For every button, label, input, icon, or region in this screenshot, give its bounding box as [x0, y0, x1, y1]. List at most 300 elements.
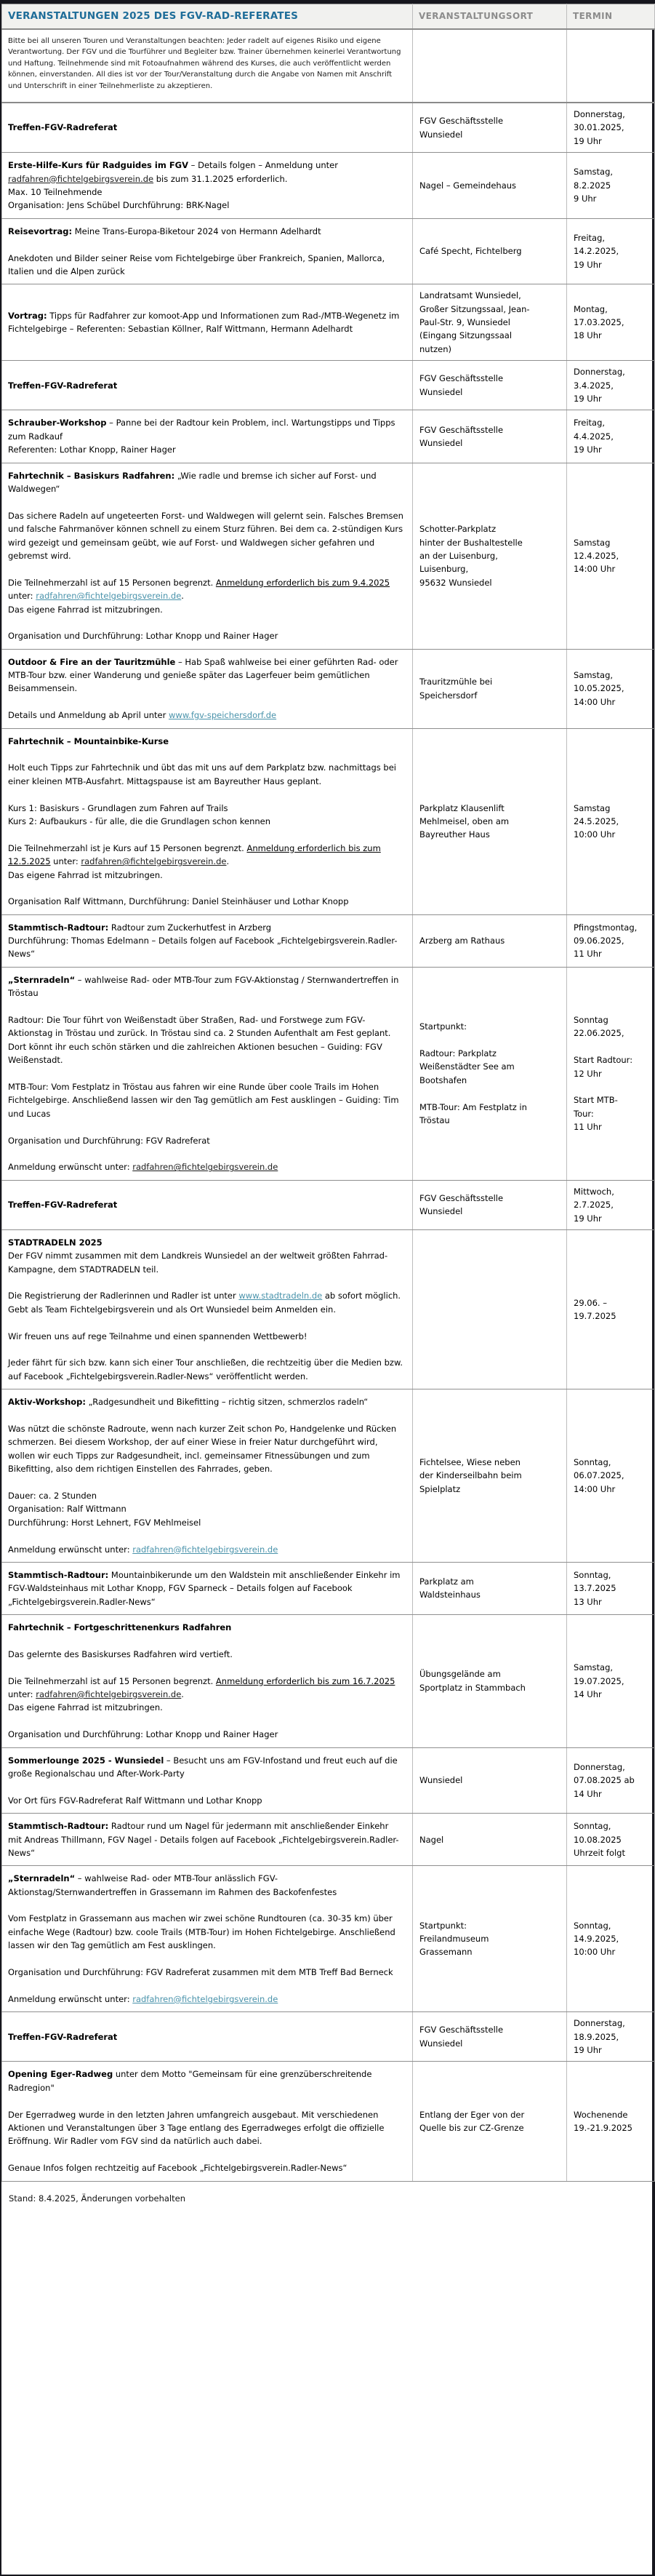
cell-line: 2.7.2025,	[574, 1200, 614, 1211]
text-run: bis zum 31.1.2025 erforderlich.	[153, 173, 288, 184]
text-run: Radtour: Die Tour führt von Weißenstadt über Straßen, Rad- und Forstwege zum FGV-Aktionstag in Tröstau und zurück. In Tröstau sind ca. 2 Stunden Aufenthalt am Fest geplant. Dort könnt ihr euch schön stärken und die zahlreichen Aktionen besuchen – Guiding: FGV Weißenstadt.	[8, 1015, 391, 1066]
event-description-cell	[2, 1814, 413, 1866]
paragraph	[8, 1120, 403, 1133]
paragraph	[8, 735, 403, 748]
paragraph	[8, 1236, 403, 1249]
event-title-text: Aktiv-Workshop:	[8, 1397, 86, 1408]
paragraph	[8, 761, 403, 788]
text-run: Durchführung: Thomas Edelmann – Details folgen auf Facebook „Fichtelgebirgsverein.Radler-News“	[8, 936, 398, 960]
cell-line: 19 Uhr	[574, 444, 602, 455]
text-run: Organisation und Durchführung: FGV Radreferat	[8, 1135, 210, 1146]
event-location-cell	[413, 1562, 567, 1614]
paragraph	[8, 1701, 403, 1714]
text-run: Organisation und Durchführung: Lothar Knopp und Rainer Hager	[8, 631, 278, 642]
event-description-cell	[2, 1562, 413, 1614]
cell-line: 06.07.2025,	[574, 1470, 624, 1481]
text-run: unter:	[8, 1689, 36, 1700]
paragraph	[8, 603, 403, 616]
notice-row	[2, 29, 655, 103]
event-description-cell	[2, 410, 413, 463]
event-title-text: Erste-Hilfe-Kurs für Radguides im FGV	[8, 160, 189, 171]
cell-line: Tour:	[574, 1108, 594, 1119]
cell-line: Schotter-Parkplatz	[419, 524, 497, 535]
cell-line: 14:00 Uhr	[574, 696, 616, 707]
cell-line: 95632 Wunsiedel	[419, 577, 492, 588]
event-location-cell	[413, 1389, 567, 1563]
paragraph	[8, 1013, 403, 1067]
paragraph	[8, 709, 403, 722]
cell-line: Pfingstmontag,	[574, 922, 638, 933]
paragraph	[8, 895, 403, 908]
text-run: Organisation: Ralf Wittmann	[8, 1504, 126, 1515]
cell-line: (Eingang Sitzungssaal	[419, 330, 513, 341]
event-title-text: Treffen-FGV-Radreferat	[8, 122, 118, 133]
paragraph	[8, 815, 403, 828]
cell-line: Samstag	[574, 802, 611, 813]
text-run: Durchführung: Horst Lehnert, FGV Mehlmeisel	[8, 1517, 201, 1528]
cell-line: Wunsiedel	[419, 386, 463, 397]
text-run: Der FGV nimmt zusammen mit dem Landkreis Wunsiedel an der weltweit größten Fahrrad-Kampagne, dem STADTRADELN teil.	[8, 1251, 388, 1275]
paragraph	[8, 1422, 403, 1476]
email-link[interactable]: radfahren@fichtelgebirgsverein.de	[132, 1162, 278, 1173]
cell-line: Übungsgelände am	[419, 1669, 501, 1680]
text-run: Holt euch Tipps zur Fahrtechnik und übt das mit uns auf dem Parkplatz bzw. nachmittags bei einer kleinen MTB-Ausfahrt. Mittagspause ist am Bayreuther Haus geplant.	[8, 762, 396, 786]
paragraph	[8, 1289, 403, 1316]
event-row	[2, 1389, 655, 1563]
paragraph	[8, 416, 403, 443]
cell-line: Startpunkt:	[419, 1021, 467, 1032]
event-location-cell	[413, 1180, 567, 1229]
paragraph	[8, 934, 403, 961]
paragraph	[8, 576, 403, 603]
event-title-text: „Sternradeln“	[8, 1873, 76, 1884]
text-run: Radtour rund um Nagel für jedermann mit anschließender Einkehr mit Andreas Thillmann, FGV Nagel - Details folgen auf Facebook „Fichtelgebirgsverein.Radler-News“	[8, 1821, 399, 1858]
event-description-cell	[2, 1389, 413, 1563]
event-location-cell	[413, 361, 567, 410]
event-row	[2, 1562, 655, 1614]
text-run: „Radgesundheit und Bikefitting – richtig sitzen, schmerzlos radeln“	[86, 1397, 369, 1408]
cell-line: 10.05.2025,	[574, 683, 624, 694]
cell-line: Freitag,	[574, 232, 606, 243]
event-location-cell	[413, 1229, 567, 1389]
event-row	[2, 218, 655, 284]
event-location-cell	[413, 2062, 567, 2181]
events-tbody	[2, 29, 655, 2182]
text-run: Die Teilnehmerzahl ist auf 15 Personen begrenzt.	[8, 577, 216, 588]
text-run: Das sichere Radeln auf ungeteerten Forst- und Waldwegen will gelernt sein. Falsches Bremsen und falsche Fahrmanöver können schnell zu einem Sturz führen. Bei dem ca. 2-stündigen Kurs wird gezeigt und gemeinsam geübt, wie auf Forst- und Waldwegen sicher gefahren und gebremst wird.	[8, 510, 403, 561]
cell-line: 11 Uhr	[574, 1122, 602, 1133]
cell-line: 19.-21.9.2025	[574, 2122, 632, 2133]
event-termin-cell	[567, 284, 655, 361]
text-run: Meine Trans-Europa-Biketour 2024 von Hermann Adelhardt	[72, 226, 321, 236]
event-row	[2, 2012, 655, 2062]
paragraph	[8, 1661, 403, 1674]
cell-line: Speichersdorf	[419, 690, 478, 701]
cell-line	[419, 1087, 562, 1100]
event-title-text: Sommerlounge 2025 - Wunsiedel	[8, 1755, 164, 1766]
event-description-cell	[2, 1615, 413, 1748]
email-link[interactable]: radfahren@fichtelgebirgsverein.de	[36, 1689, 182, 1700]
cell-line: Parkplatz am	[419, 1576, 474, 1587]
cell-line: 19 Uhr	[574, 135, 602, 146]
event-location-cell	[413, 1814, 567, 1866]
event-row	[2, 1615, 655, 1748]
paragraph	[8, 199, 403, 212]
text-run: Anmeldung erwünscht unter:	[8, 1993, 133, 2004]
cell-line	[574, 1040, 650, 1053]
event-termin-cell	[567, 1814, 655, 1866]
event-row	[2, 728, 655, 914]
paragraph	[8, 1356, 403, 1383]
paragraph	[8, 973, 403, 1000]
event-row	[2, 284, 655, 361]
cell-line: Spielplatz	[419, 1483, 461, 1494]
event-title-text: Treffen-FGV-Radreferat	[8, 2031, 118, 2042]
cell-line: Nagel	[419, 1834, 444, 1845]
paragraph	[8, 629, 403, 642]
cell-line: 10:00 Uhr	[574, 829, 616, 840]
event-row	[2, 1180, 655, 1229]
paragraph	[8, 379, 403, 392]
event-description-cell	[2, 103, 413, 153]
text-run: – Details folgen – Anmeldung unter	[188, 160, 338, 171]
event-location-cell	[413, 967, 567, 1180]
paragraph	[8, 1198, 403, 1211]
cell-line: 12.4.2025,	[574, 550, 619, 561]
event-row	[2, 153, 655, 219]
event-termin-cell	[567, 218, 655, 284]
text-run: – Hab Spaß wahlweise bei einer geführten Rad- oder MTB-Tour bzw. einer Wanderung und genieße später das Lagerfeuer beim gemütlichen Beisammensein.	[8, 656, 398, 694]
cell-line: Café Specht, Fichtelberg	[419, 246, 522, 257]
paragraph	[8, 1343, 403, 1356]
cell-line: 29.06. –	[574, 1297, 607, 1308]
url-link[interactable]: www.fgv-speichersdorf.de	[169, 710, 277, 721]
paragraph	[8, 225, 403, 238]
url-link[interactable]: www.stadtradeln.de	[238, 1291, 323, 1301]
cell-line: Waldsteinhaus	[419, 1590, 481, 1600]
table-header	[2, 4, 655, 29]
cell-line: 09.06.2025,	[574, 936, 624, 946]
event-description-cell	[2, 1747, 413, 1814]
paragraph	[8, 1489, 403, 1502]
text-run: Dauer: ca. 2 Stunden	[8, 1490, 97, 1501]
text-run: Anmeldung erforderlich bis zum 9.4.2025	[215, 577, 390, 588]
cell-line: Mehlmeisel, oben am	[419, 816, 510, 826]
event-description-cell	[2, 967, 413, 1180]
cell-line: hinter der Bushaltestelle	[419, 537, 523, 548]
text-run: Die Registrierung der Radlerinnen und Radler ist unter	[8, 1291, 239, 1301]
paragraph	[8, 842, 403, 869]
event-row	[2, 463, 655, 649]
cell-line: an der Luisenburg,	[419, 550, 498, 561]
text-run: .	[226, 856, 230, 867]
cell-line: Weißenstädter See am	[419, 1061, 515, 1072]
cell-line: FGV Geschäftsstelle	[419, 2025, 504, 2035]
paragraph	[8, 695, 403, 709]
event-location-cell	[413, 284, 567, 361]
event-row	[2, 967, 655, 1180]
event-location-cell	[413, 649, 567, 728]
cell-line: Tröstau	[419, 1114, 450, 1125]
paragraph	[8, 655, 403, 695]
paragraph	[8, 1160, 403, 1173]
paragraph	[8, 1780, 403, 1793]
event-description-cell	[2, 218, 413, 284]
event-location-cell	[413, 1747, 567, 1814]
cell-line: 14:00 Uhr	[574, 564, 616, 575]
cell-line: 17.03.2025,	[574, 317, 624, 328]
email-link[interactable]: radfahren@fichtelgebirgsverein.de	[132, 1544, 278, 1555]
text-run: Jeder fährt für sich bzw. kann sich einer Tour anschließen, die rechtzeitig über die Medien bzw. auf Facebook „Fichtelgebirgsverein.Radler-News“ veröffentlicht werden.	[8, 1357, 403, 1381]
cell-line	[574, 1080, 650, 1093]
event-title-text: Treffen-FGV-Radreferat	[8, 380, 118, 391]
paragraph	[8, 882, 403, 895]
event-location-cell	[413, 218, 567, 284]
paragraph	[8, 748, 403, 761]
cell-line: Wunsiedel	[419, 129, 463, 140]
cell-line: Sonntag,	[574, 1456, 611, 1467]
event-termin-cell	[567, 1747, 655, 1814]
cell-line: Sonntag	[574, 1015, 608, 1026]
cell-line: 24.5.2025,	[574, 816, 619, 826]
text-run: Die Teilnehmerzahl ist je Kurs auf 15 Personen begrenzt.	[8, 842, 247, 853]
text-run: .	[181, 591, 184, 602]
paragraph	[8, 1979, 403, 1992]
event-row	[2, 1814, 655, 1866]
text-run: Vor Ort fürs FGV-Radreferat Ralf Wittmann und Lothar Knopp	[8, 1795, 262, 1806]
cell-line: 11 Uhr	[574, 949, 602, 960]
event-termin-cell	[567, 914, 655, 967]
paragraph	[8, 1899, 403, 1912]
event-row	[2, 914, 655, 967]
cell-line: 14.2.2025,	[574, 246, 619, 257]
text-run: Das eigene Fahrrad ist mitzubringen.	[8, 604, 163, 615]
paragraph	[8, 495, 403, 509]
cell-line: Sportplatz in Stammbach	[419, 1682, 526, 1693]
cell-line: Nagel – Gemeindehaus	[419, 180, 517, 191]
cell-line: 19 Uhr	[574, 394, 602, 404]
paragraph	[8, 1000, 403, 1013]
text-run: Der Egerradweg wurde in den letzten Jahren umfangreich ausgebaut. Mit verschiedenen Aktionen und Veranstaltungen über 3 Tage entlang des Egerradweges erfolgt die offizielle Eröffnung. Wir Radler vom FGV sind da natürlich auch dabei.	[8, 2109, 385, 2147]
text-run: Anekdoten und Bilder seiner Reise vom Fichtelgebirge über Frankreich, Spanien, Mallorca, Italien und die Alpen zurück	[8, 252, 385, 276]
cell-line: Mittwoch,	[574, 1186, 614, 1197]
paragraph	[8, 1476, 403, 1489]
notice-termin-cell	[567, 29, 655, 103]
paragraph	[8, 802, 403, 815]
text-run: MTB-Tour: Vom Festplatz in Tröstau aus fahren wir eine Runde über coole Trails im Hohen Fichtelgebirge. Anschließend lassen wir den Tag gemütlich am Fest ausklingen – Guiding: Tim und Lucas	[8, 1082, 399, 1119]
notice-location-cell	[413, 29, 567, 103]
paragraph	[8, 1147, 403, 1160]
paragraph	[8, 2108, 403, 2148]
paragraph	[8, 1715, 403, 1728]
cell-line: 22.06.2025,	[574, 1028, 624, 1039]
cell-line: 19 Uhr	[574, 1213, 602, 1224]
cell-line: FGV Geschäftsstelle	[419, 424, 504, 435]
event-description-cell	[2, 914, 413, 967]
cell-line: Wunsiedel	[419, 438, 463, 448]
text-run: Details und Anmeldung ab April unter	[8, 710, 169, 721]
paragraph	[8, 1395, 403, 1408]
disclaimer-text: Bitte bei all unseren Touren und Veranstaltungen beachten: Jeder radelt auf eigenes Risiko und eigene Verantwortung. Der FGV und die Tourführer und Begleiter bzw. Trainer übernehmen keinerlei Verantwortung und Haftung. Teilnehmende sind mit Fotoaufnahmen während des Kurses, die auch veröffentlicht werden können, einverstanden. All dies ist vor der Tour/Veranstaltung durch die Angabe von Namen mit Anschrift und Unterschrift in einer Teilnehmerliste zu akzeptieren.	[2, 29, 413, 103]
cell-line: 30.01.2025,	[574, 122, 624, 133]
text-run: Wir freuen uns auf rege Teilnahme und einen spannenden Wettbewerb!	[8, 1331, 308, 1341]
event-row	[2, 410, 655, 463]
cell-line: Start MTB-	[574, 1095, 618, 1106]
event-termin-cell	[567, 649, 655, 728]
text-run: Die Teilnehmerzahl ist auf 15 Personen begrenzt.	[8, 1675, 216, 1686]
paragraph	[8, 1080, 403, 1120]
cell-line: 18.9.2025,	[574, 2031, 619, 2042]
paragraph	[8, 1249, 403, 1276]
event-description-cell	[2, 1866, 413, 2012]
column-header-veranstaltungsort: VERANSTALTUNGSORT	[413, 4, 567, 29]
page-title: VERANSTALTUNGEN 2025 DES FGV-RAD-REFERATES	[2, 4, 413, 29]
event-location-cell	[413, 914, 567, 967]
cell-line: Freilandmuseum	[419, 1934, 489, 1945]
event-row	[2, 649, 655, 728]
cell-line: Donnerstag,	[574, 2018, 625, 2029]
event-termin-cell	[567, 2062, 655, 2181]
paragraph	[8, 159, 403, 186]
event-title-text: Fahrtechnik – Mountainbike-Kurse	[8, 735, 169, 746]
cell-line: 3.4.2025,	[574, 380, 614, 391]
paragraph	[8, 869, 403, 882]
paragraph	[8, 1819, 403, 1859]
text-run: Kurs 2: Aufbaukurs - für alle, die die Grundlagen schon kennen	[8, 816, 271, 826]
text-run: – Panne bei der Radtour kein Problem, incl. Wartungstipps und Tipps zum Radkauf	[8, 418, 395, 442]
event-description-cell	[2, 361, 413, 410]
cell-line: 14.9.2025,	[574, 1934, 619, 1945]
cell-line: 10.08.2025	[574, 1834, 622, 1845]
email-link[interactable]: radfahren@fichtelgebirgsverein.de	[81, 856, 227, 867]
cell-line: Bootshafen	[419, 1074, 467, 1085]
event-location-cell	[413, 1615, 567, 1748]
cell-line: Uhrzeit folgt	[574, 1847, 625, 1858]
text-run: Das eigene Fahrrad ist mitzubringen.	[8, 869, 163, 880]
paragraph	[8, 1502, 403, 1515]
cell-line: 8.2.2025	[574, 180, 611, 191]
event-title-text: Outdoor & Fire an der Tauritzmühle	[8, 656, 176, 667]
event-title-text: Vortrag:	[8, 310, 47, 321]
paragraph	[8, 186, 403, 199]
cell-line: 9 Uhr	[574, 194, 597, 204]
event-termin-cell	[567, 103, 655, 153]
event-title-text: Fahrtechnik – Basiskurs Radfahren:	[8, 470, 175, 481]
paragraph	[8, 1568, 403, 1608]
footer-status-text: Stand: 8.4.2025, Änderungen vorbehalten	[9, 2193, 185, 2204]
text-run: .	[181, 1689, 184, 1700]
paragraph	[8, 252, 403, 279]
event-description-cell	[2, 728, 413, 914]
text-run: Referenten: Lothar Knopp, Rainer Hager	[8, 444, 176, 455]
paragraph	[8, 2161, 403, 2174]
cell-line: Samstag	[574, 537, 611, 548]
cell-line: Bayreuther Haus	[419, 829, 490, 840]
cell-line: Sonntag,	[574, 1569, 611, 1580]
event-location-cell	[413, 463, 567, 649]
cell-line: Donnerstag,	[574, 1761, 625, 1772]
text-run: unter:	[50, 856, 81, 867]
text-run: Tipps für Radfahrer zur komoot-App und Informationen zum Rad-/MTB-Wegenetz im Fichtelgebirge – Referenten: Sebastian Köllner, Ralf Wittmann, Hermann Adelhardt	[8, 310, 400, 335]
cell-line: Wunsiedel	[419, 1206, 463, 1217]
text-run: Radtour zum Zuckerhutfest in Arzberg	[108, 922, 272, 933]
event-termin-cell	[567, 2012, 655, 2062]
paragraph	[8, 1966, 403, 1979]
text-run: Genaue Infos folgen rechtzeitig auf Facebook „Fichtelgebirgsverein.Radler-News“	[8, 2163, 347, 2174]
cell-line: Quelle bis zur CZ-Grenze	[419, 2122, 524, 2133]
cell-line: Trauritzmühle bei	[419, 677, 493, 687]
cell-line: FGV Geschäftsstelle	[419, 1192, 504, 1203]
cell-line: 14:00 Uhr	[574, 1483, 616, 1494]
event-row	[2, 361, 655, 410]
text-run: unter:	[8, 591, 36, 602]
event-termin-cell	[567, 1615, 655, 1748]
cell-line: 4.4.2025,	[574, 431, 614, 442]
event-row	[2, 103, 655, 153]
column-header-termin: TERMIN	[567, 4, 655, 29]
cell-line: der Kinderseilbahn beim	[419, 1470, 522, 1481]
cell-line: Parkplatz Klausenlift	[419, 802, 505, 813]
email-link[interactable]: radfahren@fichtelgebirgsverein.de	[8, 173, 154, 184]
events-table	[1, 4, 655, 2182]
paragraph	[8, 1134, 403, 1147]
text-run: Anmeldung erwünscht unter:	[8, 1544, 133, 1555]
event-location-cell	[413, 1866, 567, 2012]
cell-line: Startpunkt:	[419, 1920, 467, 1931]
event-description-cell	[2, 649, 413, 728]
cell-line: 14 Uhr	[574, 1689, 602, 1700]
event-location-cell	[413, 153, 567, 219]
text-run: Anmeldung erwünscht unter:	[8, 1162, 133, 1173]
paragraph	[8, 1754, 403, 1781]
paragraph	[8, 443, 403, 456]
paragraph	[8, 1543, 403, 1556]
event-title-text: Stammtisch-Radtour:	[8, 1569, 109, 1580]
cell-line: 19.07.2025,	[574, 1675, 624, 1686]
paragraph	[8, 788, 403, 801]
cell-line: 19.7.2025	[574, 1311, 616, 1322]
cell-line	[419, 1034, 562, 1047]
event-termin-cell	[567, 463, 655, 649]
cell-line: Montag,	[574, 303, 608, 314]
email-link[interactable]: radfahren@fichtelgebirgsverein.de	[132, 1993, 278, 2004]
event-description-cell	[2, 2012, 413, 2062]
cell-line: Samstag,	[574, 167, 614, 178]
paragraph	[8, 616, 403, 629]
cell-line: Entlang der Eger von der	[419, 2109, 525, 2120]
event-termin-cell	[567, 1229, 655, 1389]
text-run: unter dem Motto "Gemeinsam für eine grenzüberschreitende Radregion"	[8, 2069, 372, 2093]
event-location-cell	[413, 2012, 567, 2062]
cell-line: Landratsamt Wunsiedel,	[419, 290, 521, 301]
paragraph	[8, 309, 403, 336]
paragraph	[8, 509, 403, 563]
paragraph	[8, 1872, 403, 1899]
cell-line: Sonntag,	[574, 1821, 611, 1832]
text-run: Das gelernte des Basiskurses Radfahren wird vertieft.	[8, 1648, 233, 1659]
paragraph	[8, 1516, 403, 1529]
cell-line: Großer Sitzungssaal, Jean-	[419, 303, 530, 314]
cell-line: 13.7.2025	[574, 1583, 616, 1594]
event-description-cell	[2, 2062, 413, 2181]
cell-line: Wunsiedel	[419, 1775, 463, 1786]
event-location-cell	[413, 103, 567, 153]
email-link[interactable]: radfahren@fichtelgebirgsverein.de	[36, 591, 182, 602]
text-run: Max. 10 Teilnehmende	[8, 186, 103, 197]
cell-line: Luisenburg,	[419, 564, 469, 575]
cell-line: Sonntag,	[574, 1920, 611, 1931]
paragraph	[8, 2030, 403, 2043]
